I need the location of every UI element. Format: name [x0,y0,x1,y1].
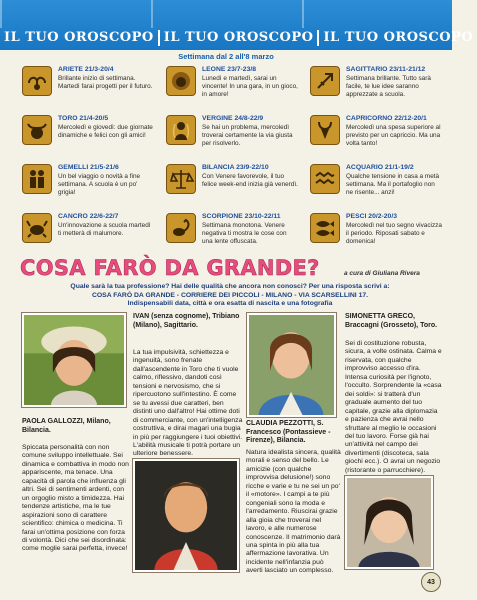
sign-pisces [310,211,444,257]
sign-text: Qualche tensione in casa a metà settimana. Ma il portafoglio non ne risente... anzi! [346,173,440,196]
sign-text: Mercoledì e giovedì: due giornate dinamiche e felici con gli amici! [58,124,153,139]
kid-name: CLAUDIA PEZZOTTI, S. Francesco (Pontassieve - Firenze), Bilancia. [246,420,331,444]
sign-name: SCORPIONE 23/10-22/11 [202,213,281,220]
sign-leo [166,64,300,110]
intro-address: COSA FARÒ DA GRANDE - CORRIERE DEI PICCOLI - MILANO - VIA SCARSELLINI 17. [91,291,369,299]
sign-name: CAPRICORNO 22/12-20/1 [346,115,427,122]
ram-icon [22,66,52,96]
scales-icon [166,164,196,194]
crab-icon [22,213,52,243]
banner-title-row [0,30,474,46]
kid-profile-text: La tua impulsività, schiettezza e ingenuità, sono frenate dall'ascendente in Toro che ti vuole calmo, riflessivo, dandoti così tensioni e nervosismo, che si ripercuotono sull'intestino. È come se tu avessi due caratteri, ben distinti uno dall'altro! Hai ottime doti di commerciante, con un'intelligenza costruttiva, e dirai magari una bugia in più per raggiungere i tuoi obiettivi. L'abilità musicale ti potrà portare un ulteriore benessere. [133,349,243,458]
sign-sagittarius [310,64,444,110]
sign-name: SAGITTARIO 23/11-21/12 [346,66,426,73]
sign-name: CANCRO 22/6-22/7 [58,213,119,220]
feature-intro [30,283,430,309]
banner-title: IL TUO OROSCOPO [4,30,154,45]
photo-claudia [247,313,336,417]
virgo-icon [166,115,196,145]
kid-name: PAOLA GALLOZZI, Milano, Bilancia. [22,418,111,434]
sign-text: Mercoledì una spesa superiore al previsto per un capriccio. Ma una volta tanto! [346,124,441,147]
sign-cancer [22,211,156,257]
sign-text: Lunedì e martedì, sarai un vincente! In una gara, in un gioco, in amore! [202,75,298,98]
horoscope-grid [22,64,442,257]
kid-profile-text: Spiccata personalità con non comune sviluppo intellettuale. Sei dinamica e combattiva in modo non appariscente, ma tenace. Una capacità di parola che influenza gli altri. Sei di sentimenti ardenti, con un orgoglio misto a timidezza. Hai tendenze artistiche, ma le tue aspirazioni sono di carattere scientifico: chimica o medicina. Ti farai un'ottima posizione con forza di volontà. Dici che sei disordinata: come moglie sarai perfetta, invece! [22,444,129,553]
sign-name: ARIETE 21/3-20/4 [58,66,114,73]
aquarius-icon [310,164,340,194]
kid-profile-text: Sei di costituzione robusta, sicura, a volte ostinata. Calma e riservata, con qualche improvviso accesso d'ira. Intensa curiosità per l'ignoto, l'occulto. Sorprendente la «casa dei soldi»: si tratterà d'un graduale aumento del tuo capitale, grazie alla diplomazia e pazienza che avrai nello sfruttare al meglio le occasioni del tuo lavoro. Forse già hai un'attività nel campo dei divertimenti (discoteca, sala giochi ecc.). O avrai un negozio (ristorante o parrucchiere). [345,340,442,474]
feature-curator: a cura di Giuliana Rivera [344,270,420,277]
sign-text: Con Venere favorevole, il tuo felice week-end inizia già venerdì. [202,173,298,188]
sign-text: Settimana brillante. Tutto sarà facile, te lue idee saranno apprezzate a scuola. [346,75,431,98]
sign-name: BILANCIA 23/9-22/10 [202,164,269,171]
sign-name: TORO 21/4-20/5 [58,115,109,122]
photo-ivan [133,459,239,572]
sign-aquarius [310,162,444,208]
sign-text: Se hai un problema, mercoledì troverai certamente la via giusta per risolverlo. [202,124,293,147]
bull-icon [22,115,52,145]
scorpion-icon [166,213,196,243]
week-label: Settimana dal 2 all'8 marzo [178,52,274,61]
goat-icon [310,115,340,145]
sign-capricorn [310,113,444,159]
header-banner [0,0,474,50]
page-number: 43 [421,572,441,592]
sign-text: Settimana monotona. Venere negativa ti mostra le cose con una lente offuscata. [202,222,287,245]
banner-decoration [0,0,452,28]
sign-text: Un bel viaggio o novità a fine settimana. A scuola è un po' grigia! [58,173,141,196]
twins-icon [22,164,52,194]
sign-scorpio [166,211,300,257]
photo-paola [22,313,126,407]
sign-virgo [166,113,300,159]
sagittarius-icon [310,66,340,96]
sign-text: Brillante inizio di settimana. Martedì farai progetti per il futuro. [58,75,153,90]
sign-name: LEONE 23/7-23/8 [202,66,257,73]
sign-text: Un'innovazione a scuola martedì ti metterà di malumore. [58,222,151,237]
kid-profile-text: Natura idealista sincera, qualità morali e senso del bello. Le amicizie (con qualche improvvisa delusione!) sono ricche e varie e tu ne sei un po' il «motore». I campi a te più congeniali sono la moda e l'arredamento. Riuscirai grazie alla gioia che troverai nel lavoro, e alle numerose conoscenze. Il matrimonio darà una spinta in più alla tua affermazione lavorativa. Un incidente nell'infanzia può averti lasciato un complesso. [246,449,341,575]
lion-icon [166,66,196,96]
sign-text: Mercoledì nel tuo segno vivacizza il periodo. Riposati sabato e domenica! [346,222,442,245]
sign-name: ACQUARIO 21/1-19/2 [346,164,414,171]
kid-name: SIMONETTA GRECO, Braccagni (Grosseto), Toro. [345,313,438,329]
photo-simonetta [345,476,433,569]
kid-name: IVAN (senza cognome), Tribiano (Milano), Sagittario. [133,313,240,329]
sign-name: VERGINE 24/8-22/9 [202,115,264,122]
sign-taurus [22,113,156,159]
banner-title-repeat: IL TUO OROSCOPO [163,30,314,45]
fish-icon [310,213,340,243]
banner-title-repeat: IL TUO OROSCOPO [323,30,474,45]
sign-name: PESCI 20/2-20/3 [346,213,398,220]
sign-gemini [22,162,156,208]
intro-line: Quale sarà la tua professione? Hai delle qualità che ancora non conosci? Per una risposta scrivi a: [70,283,390,290]
feature-headline: COSA FARÒ DA GRANDE? [20,256,320,280]
sign-name: GEMELLI 21/5-21/6 [58,164,119,171]
sign-aries [22,64,156,110]
intro-requirements: Indispensabili data, città e ora esatta di nascita e una fotografia [127,300,333,307]
sign-libra [166,162,300,208]
